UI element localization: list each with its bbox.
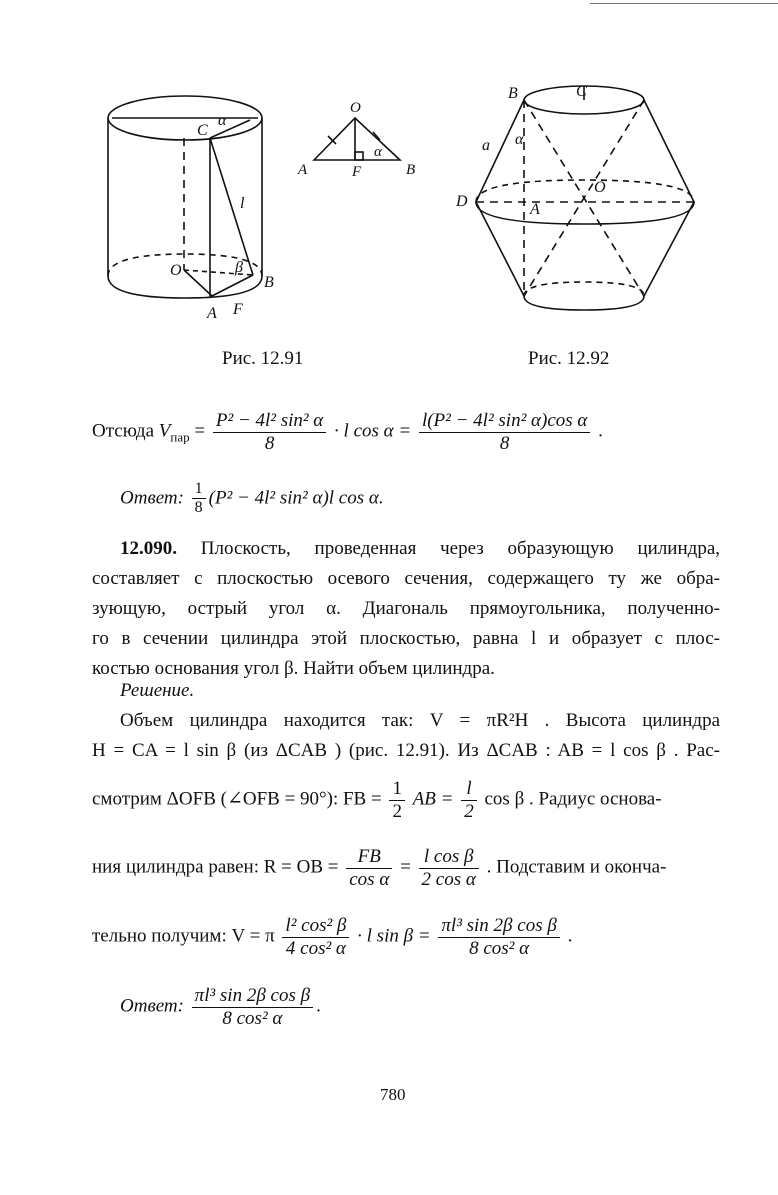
answer-label: Ответ: (120, 487, 184, 509)
line5-frac-1 (282, 915, 349, 960)
line3-frac-2 (461, 778, 477, 823)
word-otsyuda: Отсюда (92, 420, 155, 442)
line3-b: AB = (412, 788, 454, 810)
solution-line-5 (92, 915, 572, 960)
fraction-1 (213, 410, 326, 455)
fig1-label-o: O (170, 262, 182, 279)
line4-eq: = (400, 856, 411, 878)
fraction-2-den: 8 (499, 432, 510, 454)
triangle-figure (314, 118, 400, 160)
answer-1 (120, 480, 384, 518)
fig2-label-c: C (576, 83, 587, 100)
answer-1-num: 1 (192, 480, 206, 499)
fig1-label-a: A (207, 305, 217, 320)
tri-label-b: B (406, 162, 416, 178)
problem-line-3: зующую, острый угол α. Диагональ прямоугольника, полученно- (92, 598, 720, 619)
line3-frac-1-num: 1 (389, 778, 405, 801)
formula-vpar (92, 410, 603, 455)
v-subscript: пар (170, 429, 190, 445)
fig2-label-o: O (594, 179, 606, 196)
line5-c: . (567, 925, 573, 947)
equals: = (194, 420, 206, 442)
line5-frac-1-den: 4 cos² α (285, 937, 346, 959)
tri-label-alpha: α (374, 144, 382, 160)
line4-frac-2-num: l cos β (419, 846, 479, 869)
fig2-label-a: A (530, 201, 540, 218)
line5-a: тельно получим: V = π (92, 925, 275, 947)
problem-line-1: Плоскость, проведенная через образующую цилиндра, (200, 538, 720, 559)
line4-frac-1-den: cos α (349, 868, 390, 890)
problem-line-2: составляет с плоскостью осевого сечения, содержащего ту же обра- (92, 568, 720, 589)
answer-2-den: 8 cos² α (222, 1007, 283, 1029)
answer-2-frac (192, 985, 313, 1030)
problem-line-5: костью основания угол β. Найти объем цилиндра. (92, 658, 495, 679)
line5-frac-2 (438, 915, 559, 960)
line5-frac-2-den: 8 cos² α (469, 937, 530, 959)
fig1-label-f: F (233, 301, 243, 318)
line3-frac-2-den: 2 (464, 800, 474, 822)
top-rule (590, 3, 778, 4)
fig2-label-alpha: α (515, 131, 524, 148)
answer-1-body: (P² − 4l² sin² α)l cos α. (208, 487, 384, 509)
solution-lines-1-2 (92, 706, 720, 766)
fraction-2-num: l(P² − 4l² sin² α)cos α (419, 410, 590, 433)
line4-frac-2-den: 2 cos α (421, 868, 476, 890)
middle-term: · l cos α = (334, 420, 412, 442)
tri-label-o: O (350, 100, 361, 116)
tri-label-f: F (352, 164, 362, 180)
fig2-label-d: D (456, 193, 468, 210)
line4-c: . Подставим и оконча- (486, 856, 667, 878)
line5-b: · l sin β = (357, 925, 431, 947)
fig2-label-a-side: a (482, 137, 490, 154)
problem-statement (92, 534, 720, 684)
line4-a: ния цилиндра равен: R = OB = (92, 856, 339, 878)
tri-label-a: A (298, 162, 308, 178)
fig1-label-l: l (240, 195, 245, 212)
fig2-label-b: B (508, 85, 518, 102)
v-symbol: V (158, 420, 171, 442)
line4-frac-2 (419, 846, 479, 891)
fig1-label-c: C (197, 122, 208, 139)
line5-frac-1-num: l² cos² β (282, 915, 349, 938)
caption-fig-12-91: Рис. 12.91 (222, 348, 304, 369)
line4-frac-1-num: FB (346, 846, 392, 869)
solution-line-4 (92, 846, 666, 891)
solution-line-3 (92, 778, 662, 823)
solution-line-2: H = CA = l sin β (из ΔCAB ) (рис. 12.91). Из ΔCAB : AB = l cos β . Рас- (92, 740, 720, 761)
answer-2-dot: . (316, 995, 321, 1017)
fig1-label-beta: β (235, 259, 243, 276)
fig1-label-b: B (264, 274, 274, 291)
problem-number: 12.090. (120, 538, 177, 559)
answer-2 (120, 985, 321, 1030)
figures (90, 80, 730, 320)
solution-line-1: Объем цилиндра находится так: V = πR²H . Высота цилиндра (120, 710, 720, 731)
fraction-1-num: P² − 4l² sin² α (213, 410, 326, 433)
problem-line-4: го в сечении цилиндра этой плоскостью, равна l и образует с плос- (92, 628, 720, 649)
line4-frac-1 (346, 846, 392, 891)
solution-label: Решение. (120, 680, 195, 701)
fraction-1-den: 8 (264, 432, 275, 454)
caption-fig-12-92: Рис. 12.92 (528, 348, 610, 369)
period: . (598, 420, 603, 442)
page-number: 780 (380, 1085, 406, 1104)
answer-2-label: Ответ: (120, 995, 184, 1017)
fig1-label-alpha: α (218, 112, 227, 129)
answer-2-num: πl³ sin 2β cos β (192, 985, 313, 1008)
line3-frac-1-den: 2 (392, 800, 402, 822)
line3-frac-1 (389, 778, 405, 823)
line3-a: смотрим ΔOFB (∠OFB = 90°): FB = (92, 788, 382, 810)
fraction-2 (419, 410, 590, 455)
line3-c: cos β . Радиус основа- (484, 788, 662, 810)
answer-1-frac (192, 480, 206, 518)
line3-frac-2-num: l (461, 778, 477, 801)
answer-1-den: 8 (194, 499, 203, 517)
line5-frac-2-num: πl³ sin 2β cos β (438, 915, 559, 938)
solid-figure (476, 86, 694, 310)
